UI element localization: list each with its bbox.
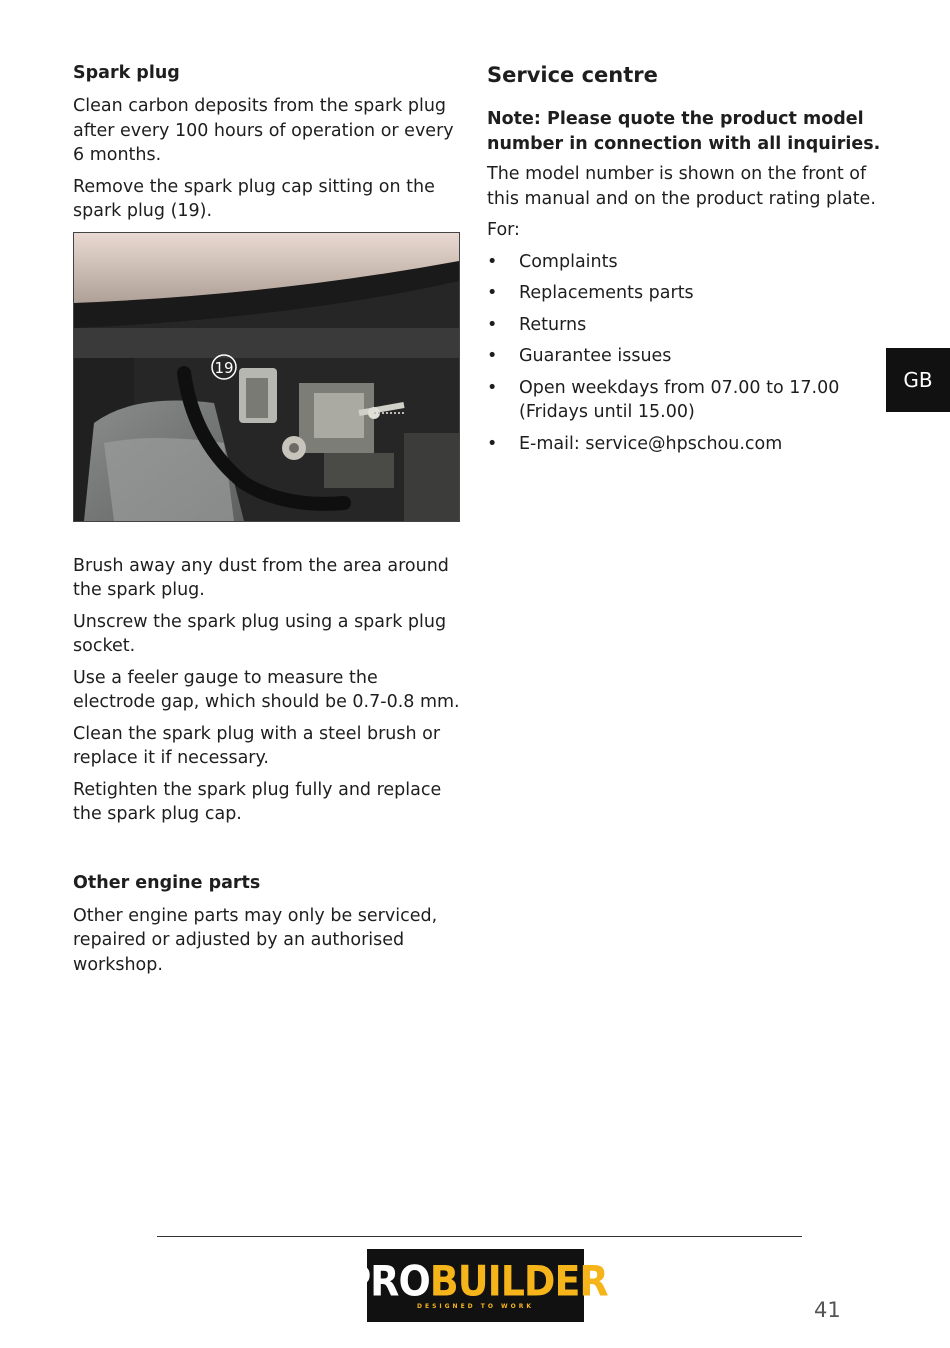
step-unscrew: Unscrew the spark plug using a spark plug socket. — [73, 611, 447, 656]
list-item: • Guarantee issues — [487, 344, 882, 369]
spark-plug-cap-instruction: Remove the spark plug cap sitting on the spark plug (19). — [73, 176, 435, 221]
spark-plug-photo — [73, 232, 460, 522]
model-number-note: Note: Please quote the product model number in connection with all inquiries. — [487, 109, 881, 154]
other-parts-heading: Other engine parts — [73, 872, 261, 893]
bullet-icon: • — [487, 251, 498, 272]
logo-builder-text: BUILDER — [429, 1256, 608, 1306]
bullet-icon: • — [487, 433, 498, 454]
bullet-icon: • — [487, 346, 498, 366]
list-item: • Replacements parts — [487, 281, 882, 306]
model-number-location: The model number is shown on the front of this manual and on the product rating plate. — [487, 164, 876, 209]
for-label: For: — [487, 220, 520, 240]
service-list — [487, 250, 882, 457]
logo-pro-text: PRO — [343, 1256, 430, 1306]
step-clean: Clean the spark plug with a steel brush or replace it if necessary. — [73, 723, 441, 768]
bullet-icon: • — [487, 314, 498, 335]
bullet-icon: • — [487, 283, 498, 303]
bullet-icon: • — [487, 377, 498, 398]
logo-tagline: DESIGNED TO WORK — [416, 1303, 535, 1310]
list-item: • Complaints — [487, 250, 882, 275]
spark-plug-heading: Spark plug — [73, 63, 180, 83]
list-item: • E-mail: service@hpschou.com — [487, 432, 882, 457]
spark-plug-intro: Clean carbon deposits from the spark plug after every 100 hours of operation or every 6 months. — [73, 96, 454, 165]
step-brush-dust: Brush away any dust from the area around the spark plug. — [73, 555, 449, 600]
page-number: 41 — [814, 1298, 841, 1322]
step-retighten: Retighten the spark plug fully and replace the spark plug cap. — [73, 779, 442, 824]
probuilder-logo — [343, 1249, 608, 1322]
step-feeler-gauge: Use a feeler gauge to measure the electrode gap, which should be 0.7-0.8 mm. — [73, 667, 460, 712]
other-parts-text: Other engine parts may only be serviced, repaired or adjusted by an authorised workshop. — [73, 905, 438, 975]
photo-callout-19: 19 — [214, 358, 234, 377]
list-item: • Returns — [487, 313, 882, 338]
list-item: • Open weekdays from 07.00 to 17.00 (Fridays until 15.00) — [487, 377, 840, 422]
service-centre-title: Service centre — [487, 63, 658, 87]
language-tab-gb: GB — [886, 348, 950, 412]
right-column — [487, 58, 882, 463]
footer-divider — [157, 1236, 802, 1237]
left-column — [73, 58, 465, 984]
